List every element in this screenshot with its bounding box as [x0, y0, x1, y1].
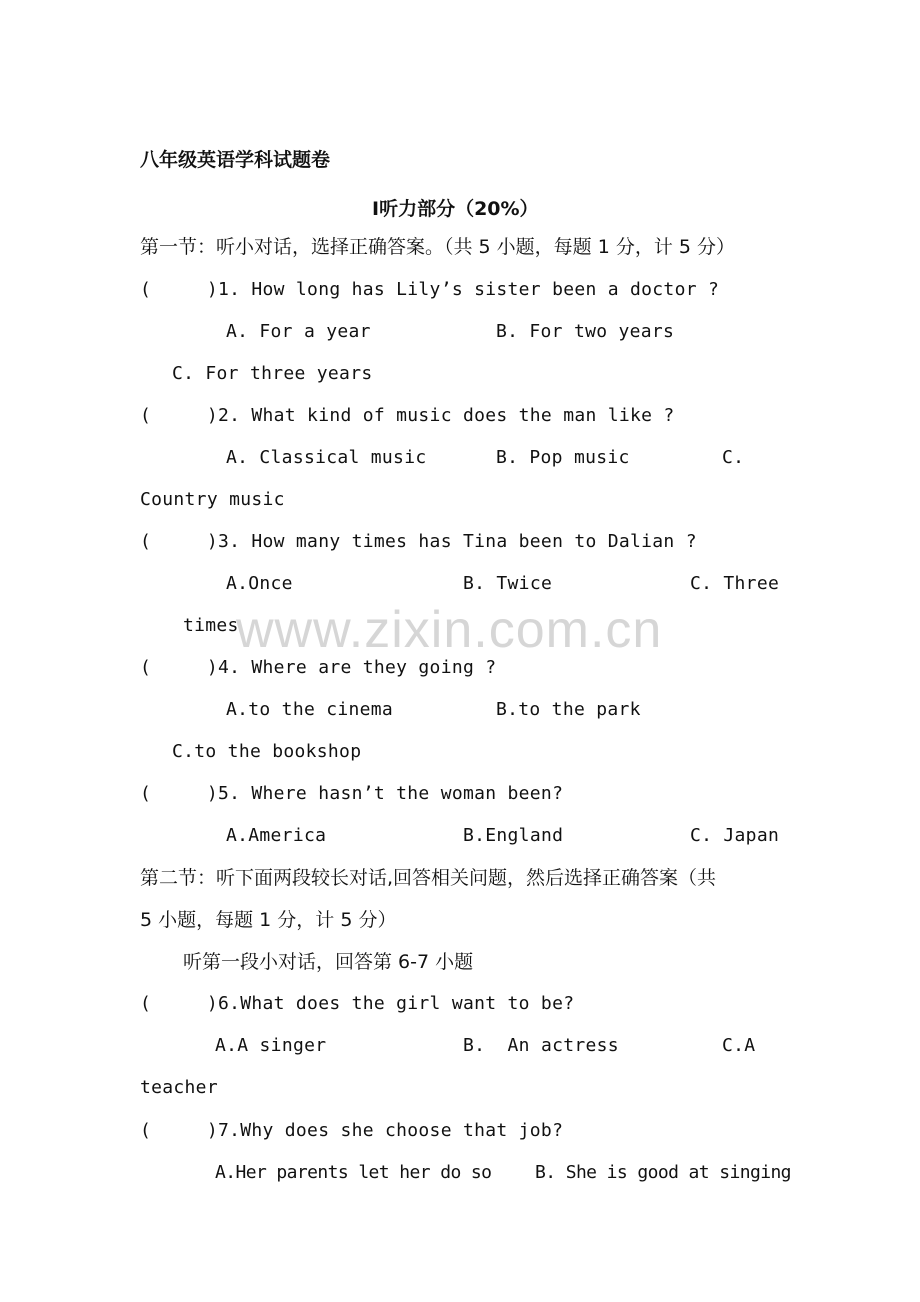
question-2-option-a: A. Classical music [226, 447, 427, 468]
question-6-option-b: B. An actress [463, 1035, 619, 1056]
question-3-option-c: C. Three [690, 573, 780, 594]
question-6-option-a: A.A singer [215, 1035, 327, 1056]
document-title: 八年级英语学科试题卷 [140, 149, 331, 171]
section-heading: Ⅰ听力部分（20%） [372, 198, 539, 220]
question-1-stem: ( )1. How long has Lily’s sister been a doctor ? [140, 279, 720, 300]
part2-instruction-line1: 第二节：听下面两段较长对话,回答相关问题，然后选择正确答案（共 [140, 867, 717, 889]
question-6-stem: ( )6.What does the girl want to be? [140, 993, 575, 1014]
question-4-stem: ( )4. Where are they going ? [140, 657, 497, 678]
question-5-option-b: B.England [463, 825, 564, 846]
question-3-option-c-cont: times [183, 615, 239, 636]
question-4-option-c: C.to the bookshop [172, 741, 362, 762]
question-6-option-c-cont: teacher [140, 1077, 218, 1098]
watermark: www.zixin.com.cn [236, 601, 663, 659]
question-3-option-a: A.Once [226, 573, 293, 594]
question-3-option-b: B. Twice [463, 573, 553, 594]
question-5-option-c: C. Japan [690, 825, 780, 846]
question-6-option-c: C.A [722, 1035, 756, 1056]
question-4-option-b: B.to the park [496, 699, 641, 720]
part2-instruction-line2: 5 小题，每题 1 分，计 5 分） [140, 909, 397, 931]
question-7-option-b: B. She is good at singing [535, 1162, 791, 1183]
part1-instruction: 第一节：听小对话，选择正确答案。（共 5 小题，每题 1 分，计 5 分） [140, 236, 736, 258]
question-3-stem: ( )3. How many times has Tina been to Dalian ? [140, 531, 697, 552]
question-2-stem: ( )2. What kind of music does the man like ? [140, 405, 675, 426]
question-2-option-c: C. [722, 447, 745, 468]
question-7-option-a: A.Her parents let her do so [215, 1162, 492, 1183]
question-2-option-c-cont: Country music [140, 489, 285, 510]
question-7-stem: ( )7.Why does she choose that job? [140, 1120, 564, 1141]
question-1-option-a: A. For a year [226, 321, 371, 342]
question-5-stem: ( )5. Where hasn’t the woman been? [140, 783, 564, 804]
question-1-option-c: C. For three years [172, 363, 373, 384]
question-4-option-a: A.to the cinema [226, 699, 394, 720]
question-2-option-b: B. Pop music [496, 447, 630, 468]
dialog1-note: 听第一段小对话，回答第 6-7 小题 [183, 951, 474, 973]
question-5-option-a: A.America [226, 825, 327, 846]
question-1-option-b: B. For two years [496, 321, 675, 342]
